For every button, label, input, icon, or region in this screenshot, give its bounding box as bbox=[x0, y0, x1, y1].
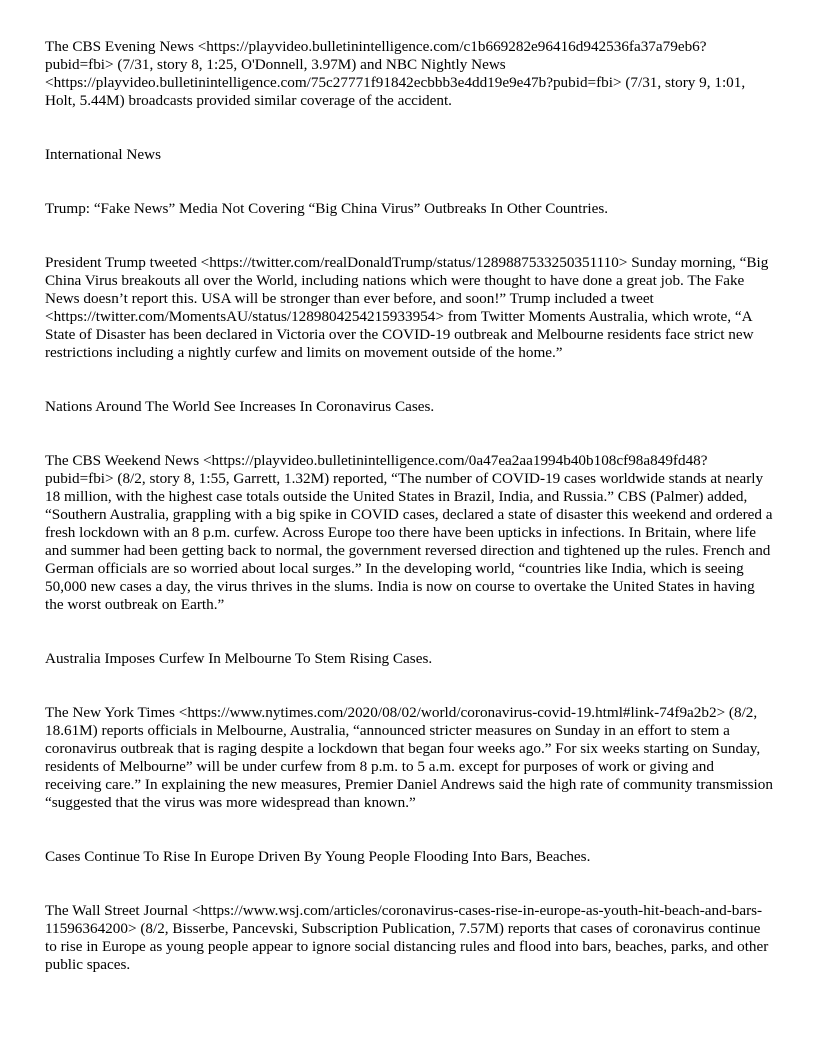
paragraph-cbs-weekend-news: The CBS Weekend News <https://playvideo.bulletinintelligence.com/0a47ea2aa1994b40b108cf98a849fd48?pubid=fbi> (8/2, story 8, 1:55, Garrett, 1.32M) reported, “The number of COVID-19 cases worldwide stands at nearly 18 million, with the highest case totals outside the United States in Brazil, India, and Russia.” CBS (Palmer) added, “Southern Australia, grappling with a big spike in COVID cases, declared a state of disaster this weekend and ordered a fresh lockdown with an 8 p.m. curfew. Across Europe too there have been upticks in infections. In Britain, where life and summer had been getting back to normal, the government reversed direction and tightened up the rules. French and German officials are so worried about local surges.” In the developing world, “countries like India, which is seeing 50,000 new cases a day, the virus thrives in the slums. India is now on course to overtake the United States in having the worst outbreak on Earth.” bbox=[45, 452, 773, 613]
paragraph-cbs-nbc-coverage: The CBS Evening News <https://playvideo.bulletinintelligence.com/c1b669282e96416d942536fa37a79eb6?pubid=fbi> (7/31, story 8, 1:25, O'Donnell, 3.97M) and NBC Nightly News <https://playvideo.bulletinintelligence.com/75c27771f91842ecbbb3e4dd19e9e47b?pubid=fbi> (7/31, story 9, 1:01, Holt, 5.44M) broadcasts provided similar coverage of the accident. bbox=[45, 38, 746, 109]
section-heading-international-news: International News bbox=[45, 146, 161, 163]
paragraph-nyt-melbourne: The New York Times <https://www.nytimes.com/2020/08/02/world/coronavirus-covid-19.html#link-74f9a2b2> (8/2, 18.61M) reports officials in Melbourne, Australia, “announced stricter measures on Sunday in an effort to stem a coronavirus outbreak that is raging despite a lockdown that began four weeks ago.” For six weeks starting on Sunday, residents of Melbourne” will be under curfew from 8 p.m. to 5 a.m. except for purposes of work or giving and receiving care.” In explaining the new measures, Premier Daniel Andrews said the high rate of community transmission “suggested that the virus was more widespread than known.” bbox=[45, 704, 773, 811]
paragraph-wsj-europe: The Wall Street Journal <https://www.wsj.com/articles/coronavirus-cases-rise-in-europe-as-youth-hit-beach-and-bars-11596364200> (8/2, Bisserbe, Pancevski, Subscription Publication, 7.57M) reports that cases of coronavirus continue to rise in Europe as young people appear to ignore social distancing rules and flood into bars, beaches, parks, and other public spaces. bbox=[45, 902, 769, 973]
headline-australia-curfew: Australia Imposes Curfew In Melbourne To Stem Rising Cases. bbox=[45, 650, 433, 667]
document-page bbox=[45, 38, 773, 974]
headline-europe-cases: Cases Continue To Rise In Europe Driven By Young People Flooding Into Bars, Beaches. bbox=[45, 848, 591, 865]
headline-trump-fake-news: Trump: “Fake News” Media Not Covering “Big China Virus” Outbreaks In Other Countries. bbox=[45, 200, 609, 217]
paragraph-trump-tweet: President Trump tweeted <https://twitter.com/realDonaldTrump/status/1289887533250351110> Sunday morning, “Big China Virus breakouts all over the World, including nations which were thought to have done a great job. The Fake News doesn’t report this. USA will be stronger than ever before, and soon!” Trump included a tweet <https://twitter.com/MomentsAU/status/1289804254215933954> from Twitter Moments Australia, which wrote, “A State of Disaster has been declared in Victoria over the COVID-19 outbreak and Melbourne residents face strict new restrictions including a nightly curfew and limits on movement outside of the home.” bbox=[45, 254, 769, 361]
headline-nations-increases: Nations Around The World See Increases In Coronavirus Cases. bbox=[45, 398, 435, 415]
